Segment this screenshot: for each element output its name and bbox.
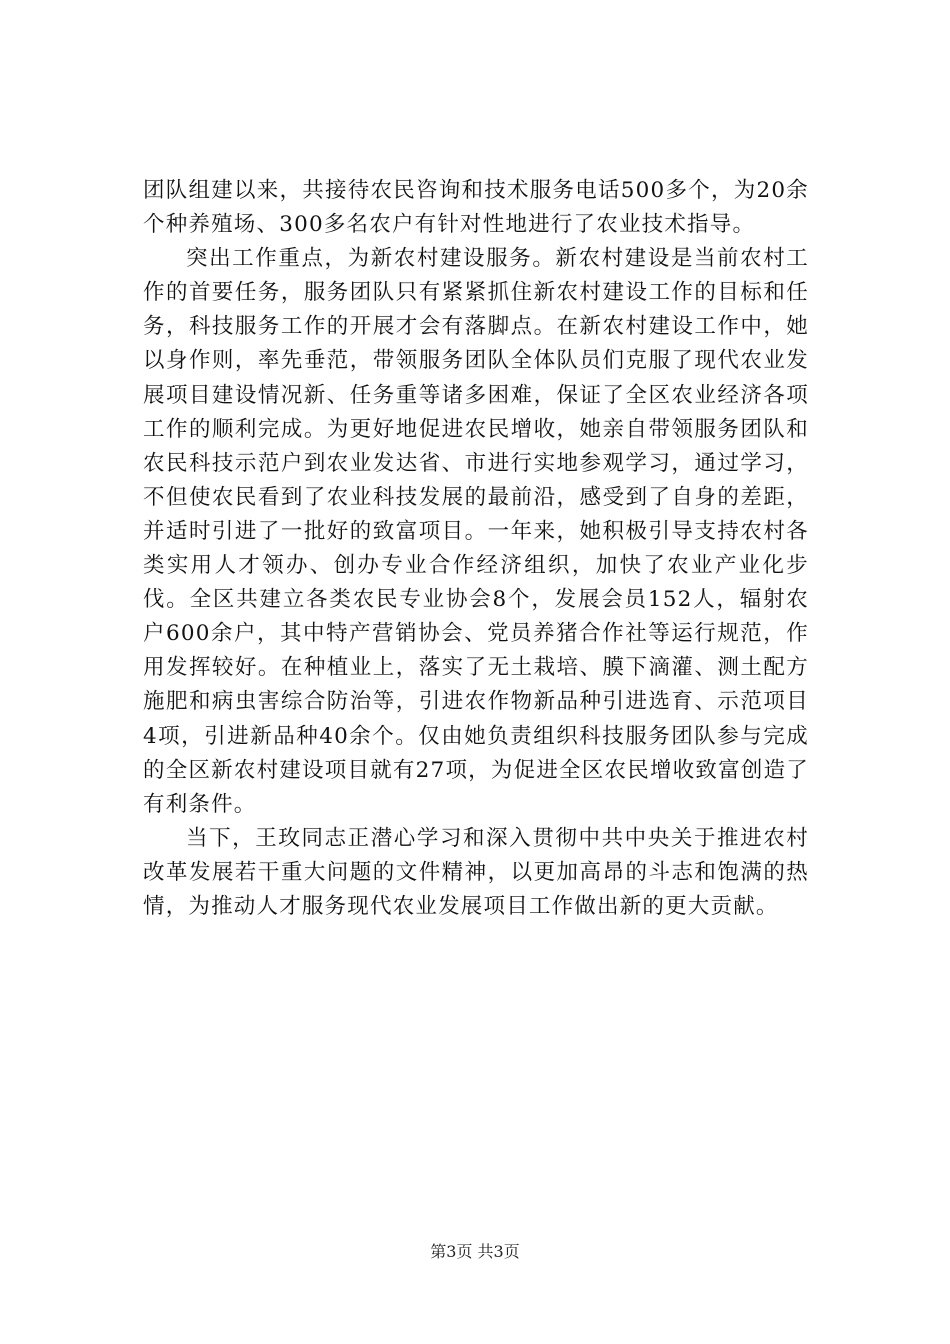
paragraph-continuation: 团队组建以来，共接待农民咨询和技术服务电话500多个，为20余个种养殖场、300多名农户有针对性地进行了农业技术指导。 bbox=[143, 178, 809, 238]
paragraph-closing: 当下，王玫同志正潜心学习和深入贯彻中共中央关于推进农村改革发展若干重大问题的文件精神，以更加高昂的斗志和饱满的热情，为推动人才服务现代农业发展项目工作做出新的更大贡献。 bbox=[143, 825, 809, 919]
paragraph-work-focus: 突出工作重点，为新农村建设服务。新农村建设是当前农村工作的首要任务，服务团队只有紧紧抓住新农村建设工作的目标和任务，科技服务工作的开展才会有落脚点。在新农村建设工作中，她以身作则，率先垂范，带领服务团队全体队员们克服了现代农业发展项目建设情况新、任务重等诸多困难，保证了全区农业经济各项工作的顺利完成。为更好地促进农民增收，她亲自带领服务团队和农民科技示范户到农业发达省、市进行实地参观学习，通过学习，不但使农民看到了农业科技发展的最前沿，感受到了自身的差距，并适时引进了一批好的致富项目。一年来，她积极引导支持农村各类实用人才领办、创办专业合作经济组织，加快了农业产业化步伐。全区共建立各类农民专业协会8个，发展会员152人，辐射农户600余户，其中特产营销协会、党员养猪合作社等运行规范，作用发挥较好。在种植业上，落实了无土栽培、膜下滴灌、测土配方施肥和病虫害综合防治等，引进农作物新品种引进选育、示范项目4项，引进新品种40余个。仅由她负责组织科技服务团队参与完成的全区新农村建设项目就有27项，为促进全区农民增收致富创造了有利条件。 bbox=[143, 246, 809, 817]
document-body bbox=[143, 174, 809, 924]
page-number-footer: 第3页 共3页 bbox=[430, 1242, 520, 1261]
